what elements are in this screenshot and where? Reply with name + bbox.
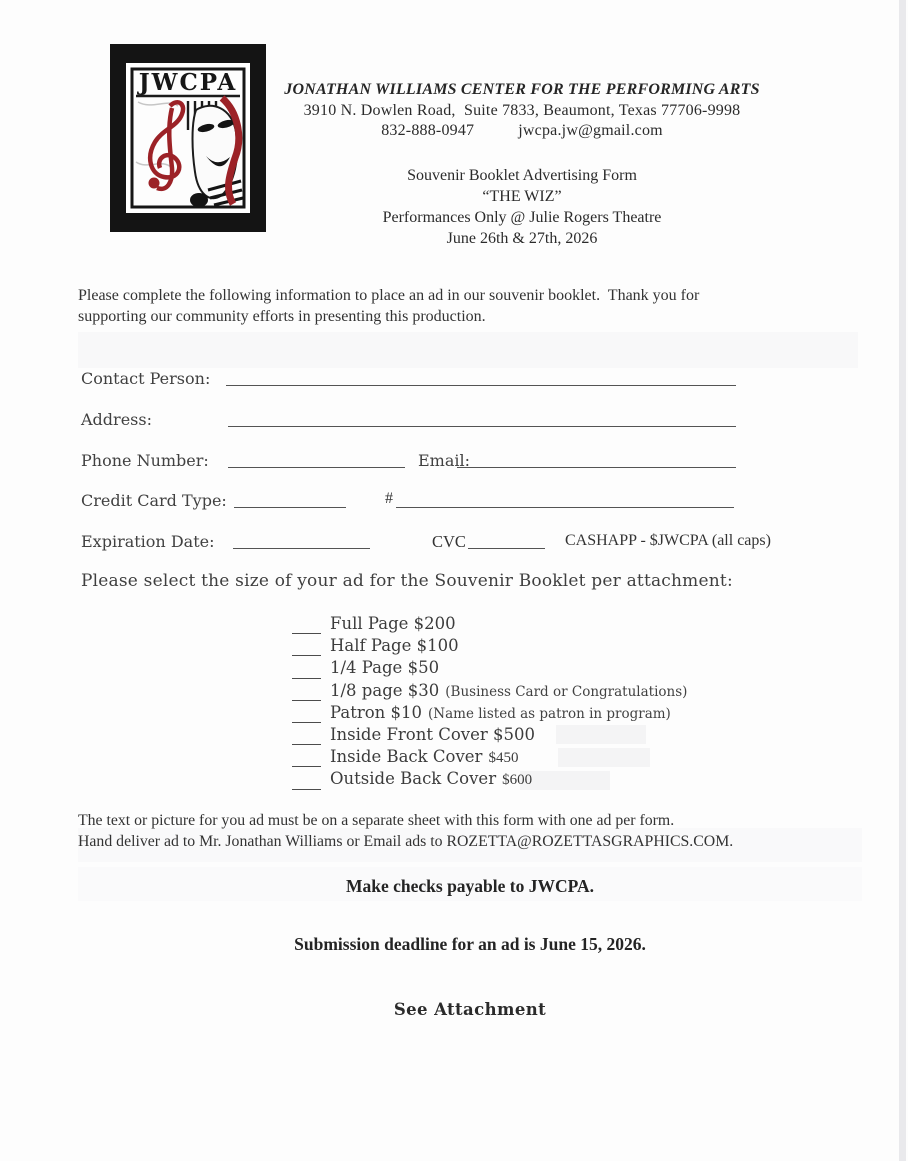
ad-option-row [292,725,687,747]
email-blank [457,467,736,468]
dates-line: June 26th & 27th, 2026 [446,230,598,248]
ad-option-row [292,636,687,658]
ad-option-row [292,681,687,703]
ad-option-price: $600 [502,772,533,789]
selection-blank-line [292,695,321,701]
org-name: JONATHAN WILLIAMS CENTER FOR THE PERFORMING ARTS [284,81,760,98]
deadline-note: Submission deadline for an ad is June 15, 2026. [294,934,646,954]
venue-line: Performances Only @ Julie Rogers Theatre [382,209,662,227]
ad-option-row [292,747,687,769]
checks-payable-note: Make checks payable to JWCPA. [345,876,595,896]
selection-blank-line [292,650,321,656]
ad-option-note: (Business Card or Congratulations) [445,683,688,700]
show-title: “THE WIZ” [482,187,562,205]
address-label: Address: [81,410,152,429]
selection-blank-line [292,784,321,790]
ad-option-row [292,769,687,791]
ad-option-row [292,703,687,725]
expiration-date-blank [233,548,370,549]
ad-options-list [292,614,687,792]
logo-acronym: JWCPA [138,69,238,96]
ad-option-label: Half Page $100 [330,636,459,656]
jwcpa-logo [110,44,266,232]
address-blank [228,426,736,427]
ad-option-row [292,658,687,680]
cvc-blank [468,548,545,549]
note-line: Hand deliver ad to Mr. Jonathan Williams or Email ads to ROZETTA@ROZETTASGRAPHICS.COM. [78,832,734,850]
org-email: jwcpa.jw@gmail.com [518,122,663,139]
ad-option-price: $450 [488,750,519,767]
card-number-label: # [385,490,393,507]
cvc-label: CVC [432,532,466,551]
note-line: The text or picture for you ad must be on a separate sheet with this form with one ad per form. [78,812,675,829]
card-number-blank [396,507,734,508]
selection-blank-line [292,717,321,723]
selection-blank-line [292,673,321,679]
form-title: Souvenir Booklet Advertising Form [407,166,637,184]
ad-option-row [292,614,687,636]
ad-option-label: Outside Back Cover [330,769,497,789]
ad-option-note: (Name listed as patron in program) [428,705,671,722]
selection-blank-line [292,628,321,634]
ad-option-label: 1/4 Page $50 [330,658,440,678]
phone-number-blank [228,467,405,468]
ad-option-label: 1/8 page $30 [330,680,440,700]
cashapp-note: CASHAPP - $JWCPA (all caps) [565,532,771,549]
ad-size-prompt: Please select the size of your ad for the Souvenir Booklet per attachment: [81,571,733,591]
org-address: 3910 N. Dowlen Road, Suite 7833, Beaumont, Texas 77706-9998 [303,101,741,119]
contact-person-label: Contact Person: [81,369,211,388]
card-type-label: Credit Card Type: [81,491,227,510]
ad-option-label: Full Page $200 [330,614,456,633]
intro-line: Please complete the following information to place an ad in our souvenir booklet. Thank you for [78,287,700,304]
org-phone: 832-888-0947 [381,122,475,139]
email-label: Email: [418,451,471,470]
scan-artifact-band [78,332,858,368]
ad-option-label: Patron $10 [330,702,423,722]
ad-option-label: Inside Front Cover $500 [330,724,536,744]
phone-number-label: Phone Number: [81,451,209,470]
page-edge-shadow [899,0,906,1161]
see-attachment-note: See Attachment [393,1000,547,1019]
intro-line: supporting our community efforts in presenting this production. [78,308,486,325]
selection-blank-line [292,739,321,745]
header [250,80,794,250]
contact-person-blank [226,385,736,386]
expiration-date-label: Expiration Date: [81,532,215,551]
submission-notes [78,811,868,852]
card-type-blank [234,507,346,508]
intro-paragraph [78,285,818,327]
ad-option-label: Inside Back Cover [330,747,483,767]
selection-blank-line [292,761,321,767]
